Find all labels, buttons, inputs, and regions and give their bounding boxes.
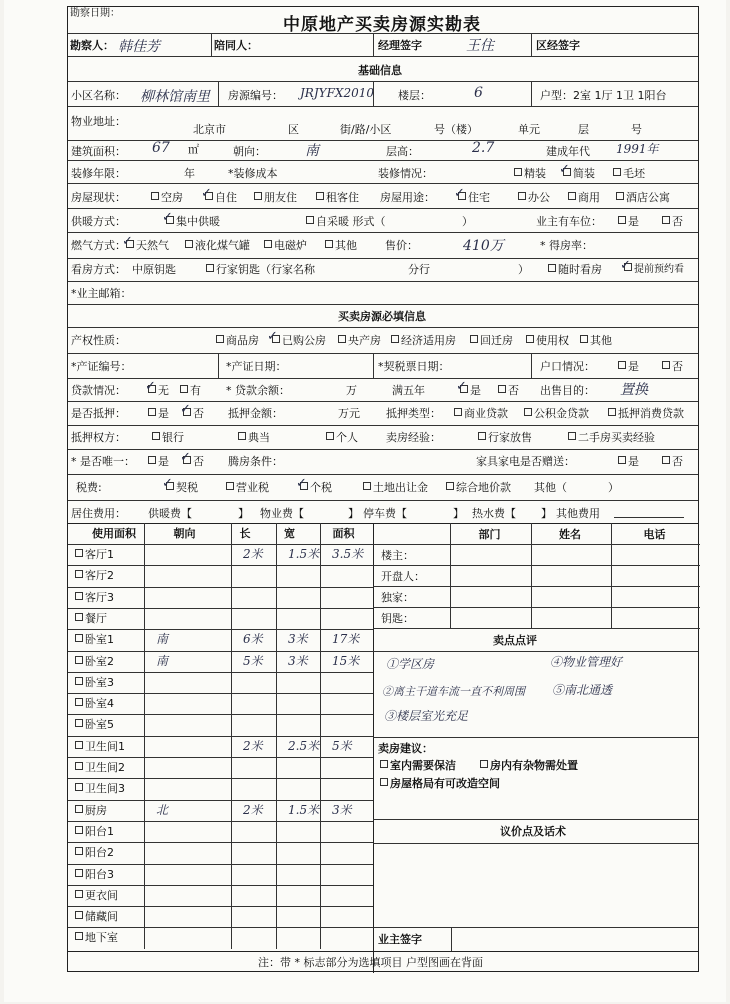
hukou-no[interactable]: 否: [662, 360, 683, 373]
check-mark-icon: ✓: [180, 450, 191, 465]
survey-form: [67, 6, 699, 972]
address-unit: 单元: [518, 123, 540, 136]
check-mark-icon: ✓: [162, 210, 173, 225]
room-row: [68, 864, 373, 885]
room-name[interactable]: 地下室: [75, 931, 118, 944]
mort-right-label: 抵押权方：: [71, 431, 126, 444]
selling-point-2: ②离主干道车流一直不利周围: [382, 685, 525, 698]
address-room: 号: [631, 123, 642, 136]
room-orient: 北: [156, 802, 169, 817]
fee-property-end: 】: [348, 507, 359, 520]
status-opt-tenant[interactable]: 租客住: [316, 191, 359, 204]
selling-point-4: ④物业管理好: [550, 655, 623, 669]
room-wid: 3米: [288, 653, 308, 668]
footer-note: 注：带 * 标志部分为选填项目 户型图画在背面: [258, 956, 483, 969]
loan-opt-yes[interactable]: 有: [180, 384, 201, 397]
advice-clean[interactable]: 室内需要保洁: [380, 759, 456, 772]
room-len: 6米: [243, 632, 263, 647]
room-name[interactable]: 客厅3: [75, 591, 114, 604]
tax-label: 税费:: [76, 481, 102, 494]
room-row: [68, 757, 373, 778]
reno-opt-fine[interactable]: 精装: [514, 167, 546, 180]
purpose-value: 置换: [620, 382, 648, 398]
parking-yes[interactable]: 是: [618, 215, 639, 228]
room-row: [68, 629, 373, 650]
rooms-header-orientation: 朝向: [173, 527, 196, 540]
reno-years-unit: 年: [184, 167, 195, 180]
bargain-title: 议价点及话术: [500, 825, 566, 838]
room-name[interactable]: 卧室4: [75, 697, 114, 710]
fee-hotwater: 热水费【: [472, 507, 516, 520]
mort-type-consumer[interactable]: 抵押消费贷款: [608, 407, 684, 420]
parking-no[interactable]: 否: [662, 215, 683, 228]
reno-cost-label: *装修成本: [228, 167, 278, 180]
only-home-label: * 是否唯一：: [71, 455, 135, 468]
status-opt-friend[interactable]: 朋友住: [254, 191, 297, 204]
listing-no-value: JRJYFX2010: [300, 86, 374, 100]
usage-opt-commercial[interactable]: 商用: [568, 191, 600, 204]
tax-other-label: 其他（: [534, 481, 567, 494]
area-label: 建筑面积：: [71, 145, 126, 158]
mort-right-pawn[interactable]: 典当: [238, 431, 270, 444]
gas-opt-lpg[interactable]: 液化煤气罐: [185, 239, 250, 252]
address-street: 街/路/小区: [340, 123, 392, 136]
advice-label: 卖房建议：: [378, 742, 433, 755]
room-row: [68, 778, 373, 799]
deed-date-label: *契税票日期：: [378, 360, 450, 373]
room-area: 3.5米: [332, 547, 364, 561]
room-name[interactable]: 阳台2: [75, 846, 114, 859]
mort-right-person[interactable]: 个人: [326, 431, 358, 444]
room-area: 5米: [332, 738, 352, 753]
cert-no-label: *产证编号：: [71, 360, 132, 373]
room-wid: 3米: [288, 632, 308, 647]
gas-opt-induction[interactable]: 电磁炉: [264, 239, 307, 252]
cert-date-label: *产证日期：: [226, 360, 287, 373]
owner-email-label: *业主邮箱：: [71, 287, 132, 300]
reno-years-label: 装修年限：: [71, 167, 126, 180]
viewing-opt-centaline[interactable]: 中原钥匙: [132, 263, 176, 276]
check-mark-icon: ✓: [456, 379, 467, 394]
year-label: 建成年代: [546, 145, 590, 158]
area-unit: ㎡: [188, 143, 199, 156]
fee-parking: 停车费【: [363, 507, 407, 520]
orientation-value: 南: [305, 143, 319, 159]
property-label: 产权性质：: [71, 334, 126, 347]
five-year-label: 满五年: [392, 384, 425, 397]
rooms-header-length: 长: [239, 527, 251, 540]
sell-exp-agency[interactable]: 行家放售: [478, 431, 532, 444]
room-row: [68, 885, 373, 906]
room-row: [68, 927, 373, 948]
owner-sign-label: 业主签字: [378, 933, 422, 946]
room-name[interactable]: 卧室5: [75, 718, 114, 731]
price-value: 410万: [463, 238, 504, 254]
gas-label: 燃气方式：: [71, 239, 126, 252]
usage-opt-office[interactable]: 办公: [518, 191, 550, 204]
heating-opt-self[interactable]: 自采暖 形式（: [306, 215, 386, 228]
floor-value: 6: [474, 85, 483, 101]
fee-heating-end: 】: [238, 507, 249, 520]
mortgage-no[interactable]: 否: [183, 407, 204, 420]
room-row: [68, 565, 373, 586]
contact-row-label: 楼主：: [381, 549, 414, 562]
viewing-branch: 分行: [408, 263, 430, 276]
viewing-opt-anytime[interactable]: 随时看房: [548, 263, 602, 276]
district-sign-label: 区经签字: [536, 39, 580, 52]
tax-opt-deed[interactable]: 契税: [166, 481, 198, 494]
mortgage-yes[interactable]: 是: [148, 407, 169, 420]
surveyor-label: 勘察人：: [70, 39, 114, 52]
check-mark-icon: ✓: [620, 258, 631, 273]
gas-opt-other[interactable]: 其他: [325, 239, 357, 252]
tax-opt-personal[interactable]: 个税: [300, 481, 332, 494]
usage-label: 房屋用途：: [380, 191, 435, 204]
rooms-header-width: 宽: [284, 527, 295, 540]
loan-label: 贷款情况：: [71, 384, 126, 397]
address-city: 北京市: [193, 123, 226, 136]
community-label: 小区名称：: [71, 89, 126, 102]
manager-sign-label: 经理签字: [378, 39, 422, 52]
property-opt-central[interactable]: 央产房: [338, 334, 381, 347]
room-row: [68, 714, 373, 735]
only-home-no[interactable]: 否: [183, 455, 204, 468]
contacts-header-dept: 部门: [478, 528, 501, 541]
listing-no-label: 房源编号：: [228, 89, 283, 102]
check-mark-icon: ✓: [267, 329, 278, 344]
mort-type-fund[interactable]: 公积金贷款: [524, 407, 589, 420]
room-name[interactable]: 阳台1: [75, 825, 114, 838]
sell-exp-label: 卖房经验：: [386, 431, 441, 444]
contacts-header-phone: 电话: [643, 528, 666, 541]
room-name[interactable]: 卧室2: [75, 655, 114, 668]
contact-row-label: 钥匙：: [381, 612, 414, 625]
fees-label: 居住费用：: [71, 507, 126, 520]
viewing-close-paren: ）: [518, 263, 529, 276]
hukou-yes[interactable]: 是: [618, 360, 639, 373]
form-title: 中原地产买卖房源实勘表: [283, 15, 481, 35]
fee-heating: 供暖费【: [148, 507, 192, 520]
usage-opt-hotel[interactable]: 酒店公寓: [616, 191, 670, 204]
room-name[interactable]: 卫生间2: [75, 761, 125, 774]
companion-label: 陪同人：: [214, 39, 258, 52]
room-name[interactable]: 更衣间: [75, 889, 118, 902]
rooms-header-area: 使用面积: [92, 527, 136, 540]
room-row: [68, 736, 373, 757]
check-mark-icon: ✓: [559, 162, 570, 177]
usage-opt-home[interactable]: 住宅: [458, 191, 490, 204]
room-row: [68, 608, 373, 629]
property-opt-public[interactable]: 已购公房: [272, 334, 326, 347]
room-row: [68, 672, 373, 693]
price-label: 售价：: [385, 239, 418, 252]
purpose-label: 出售目的：: [540, 384, 595, 397]
address-district: 区: [288, 123, 299, 136]
tax-opt-composite[interactable]: 综合地价款: [446, 481, 511, 494]
selling-point-3: ③楼层室光充足: [384, 709, 469, 723]
room-row: [68, 587, 373, 608]
room-area: 3米: [332, 802, 352, 817]
viewing-label: 看房方式：: [71, 263, 126, 276]
paper-sheet: [4, 0, 726, 1002]
room-len: 2米: [243, 738, 263, 753]
height-value: 2.7: [472, 140, 495, 156]
mort-right-bank[interactable]: 银行: [152, 431, 184, 444]
viewing-opt-appointment[interactable]: 提前预约看: [624, 263, 684, 276]
community-value: 柳林馆南里: [140, 89, 210, 105]
fee-other: 其他费用: [556, 507, 600, 520]
room-row: [68, 842, 373, 863]
address-label: 物业地址：: [71, 115, 126, 128]
room-name[interactable]: 卫生间3: [75, 782, 125, 795]
required-section-title: 买卖房源必填信息: [338, 310, 426, 323]
property-opt-relocation[interactable]: 回迁房: [470, 334, 513, 347]
furniture-no[interactable]: 否: [662, 455, 683, 468]
reno-opt-simple[interactable]: 简装: [563, 167, 595, 180]
only-home-yes[interactable]: 是: [148, 455, 169, 468]
five-year-no[interactable]: 否: [498, 384, 519, 397]
mortgage-amount-label: 抵押金额：: [228, 407, 283, 420]
room-name[interactable]: 餐厅: [75, 612, 107, 625]
viewing-opt-agency[interactable]: 行家钥匙（行家名称: [206, 263, 315, 276]
year-value: 1991年: [616, 142, 659, 156]
reno-status-label: 装修情况：: [378, 167, 433, 180]
selling-point-5: ⑤南北通透: [552, 683, 613, 697]
survey-date-label: 勘察日期：: [70, 8, 120, 19]
fee-property: 物业费【: [260, 507, 304, 520]
contact-row-label: 独家：: [381, 591, 414, 604]
room-orient: 南: [156, 653, 169, 668]
surveyor-value: 韩佳芳: [118, 39, 160, 55]
room-row: [68, 821, 373, 842]
heating-opt-central[interactable]: 集中供暖: [166, 215, 220, 228]
parking-label: 业主有车位：: [536, 215, 602, 228]
room-area: 17米: [332, 632, 360, 647]
room-len: 2米: [243, 802, 263, 817]
loan-opt-none[interactable]: 无: [148, 384, 169, 397]
room-orient: 南: [156, 632, 169, 647]
room-name[interactable]: 卫生间1: [75, 740, 125, 753]
manager-sign-value: 王住: [466, 38, 494, 54]
contact-row-label: 开盘人：: [381, 570, 425, 583]
address-floor: 层: [578, 123, 589, 136]
tax-opt-land[interactable]: 土地出让金: [363, 481, 428, 494]
property-opt-usage-right[interactable]: 使用权: [526, 334, 569, 347]
layout-label: 户型：2室 1厅 1卫 1阳台: [540, 89, 667, 102]
room-area: 15米: [332, 653, 360, 668]
check-mark-icon: ✓: [201, 186, 212, 201]
advice-renovate[interactable]: 房屋格局有可改造空间: [380, 777, 500, 790]
status-opt-self[interactable]: 自住: [205, 191, 237, 204]
room-len: 2米: [243, 547, 263, 561]
rooms-header-size: 面积: [332, 527, 355, 540]
room-row: [68, 544, 373, 565]
room-row: [68, 651, 373, 672]
room-row: [68, 800, 373, 821]
room-name[interactable]: 阳台3: [75, 868, 114, 881]
check-mark-icon: ✓: [296, 476, 307, 491]
contacts-header-name: 姓名: [559, 528, 581, 541]
area-value: 67: [152, 140, 170, 156]
status-label: 房屋现状：: [71, 191, 126, 204]
hukou-label: 户口情况：: [540, 360, 595, 373]
room-name[interactable]: 客厅2: [75, 569, 114, 582]
mortgage-type-label: 抵押类型：: [386, 407, 441, 420]
mort-type-commercial[interactable]: 商业贷款: [454, 407, 508, 420]
net-ratio-label: * 得房率：: [540, 239, 593, 252]
room-wid: 1.5米: [288, 547, 320, 561]
gas-opt-natural[interactable]: 天然气: [126, 239, 169, 252]
fee-parking-end: 】: [453, 507, 464, 520]
room-name[interactable]: 储藏间: [75, 910, 118, 923]
check-mark-icon: ✓: [454, 186, 465, 201]
room-wid: 2.5米: [288, 738, 320, 753]
room-len: 5米: [243, 653, 263, 668]
five-year-yes[interactable]: 是: [460, 384, 481, 397]
room-name[interactable]: 厨房: [75, 804, 107, 817]
selling-point-1: ①学区房: [386, 657, 435, 671]
advice-clutter[interactable]: 房内有杂物需处置: [480, 759, 578, 772]
status-opt-vacant[interactable]: 空房: [151, 191, 183, 204]
furniture-label: 家具家电是否赠送：: [476, 455, 575, 468]
check-mark-icon: ✓: [162, 476, 173, 491]
loan-balance-label: * 贷款余额：: [226, 384, 290, 397]
tax-other-end: ）: [608, 481, 619, 494]
heating-label: 供暖方式：: [71, 215, 126, 228]
sell-exp-secondhand[interactable]: 二手房买卖经验: [568, 431, 655, 444]
room-name[interactable]: 客厅1: [75, 548, 114, 561]
loan-balance-unit: 万: [346, 384, 357, 397]
vacate-label: 腾房条件：: [228, 455, 283, 468]
furniture-yes[interactable]: 是: [618, 455, 639, 468]
property-opt-other[interactable]: 其他: [580, 334, 612, 347]
fee-hotwater-end: 】: [541, 507, 552, 520]
property-opt-affordable[interactable]: 经济适用房: [391, 334, 456, 347]
address-number: 号（楼）: [434, 123, 478, 136]
room-name[interactable]: 卧室3: [75, 676, 114, 689]
check-mark-icon: ✓: [122, 234, 133, 249]
room-row: [68, 906, 373, 927]
check-mark-icon: ✓: [180, 402, 191, 417]
orientation-label: 朝向：: [233, 145, 266, 158]
floor-label: 楼层：: [398, 89, 431, 102]
room-wid: 1.5米: [288, 802, 320, 817]
heating-close-paren: ）: [462, 215, 473, 228]
check-mark-icon: ✓: [145, 379, 156, 394]
room-name[interactable]: 卧室1: [75, 633, 114, 646]
tax-opt-business[interactable]: 营业税: [226, 481, 269, 494]
property-opt-commercial[interactable]: 商品房: [216, 334, 259, 347]
reno-opt-raw[interactable]: 毛坯: [613, 167, 645, 180]
selling-points-title: 卖点点评: [493, 634, 537, 647]
height-label: 层高：: [386, 145, 419, 158]
mortgage-amount-unit: 万元: [338, 407, 360, 420]
basic-section-title: 基础信息: [358, 64, 402, 77]
room-row: [68, 693, 373, 714]
mortgage-label: 是否抵押：: [71, 407, 126, 420]
